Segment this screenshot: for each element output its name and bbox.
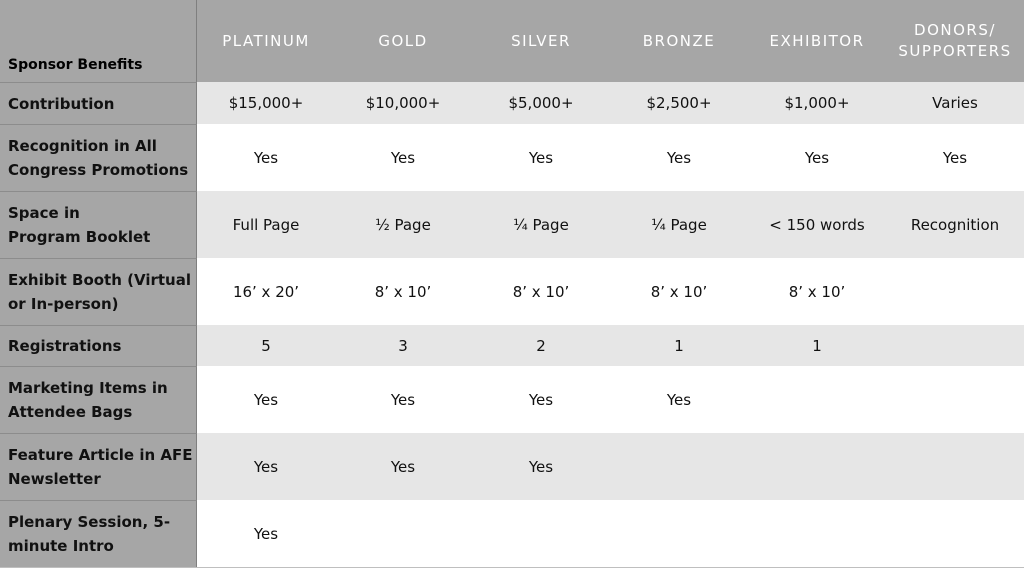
benefit-label: Plenary Session, 5- minute Intro — [8, 513, 171, 555]
row-label-cell — [0, 124, 197, 191]
benefit-value: Yes — [253, 390, 279, 409]
benefit-value: 8’ x 10’ — [788, 282, 846, 301]
benefit-value: ½ Page — [375, 215, 431, 234]
benefit-value: Yes — [253, 457, 279, 476]
benefit-value: $1,000+ — [784, 94, 850, 112]
column-header-1 — [197, 0, 335, 82]
column-header-5 — [748, 0, 886, 82]
row-label-cell — [0, 258, 197, 325]
benefit-value: $5,000+ — [508, 94, 574, 112]
benefit-value: Yes — [253, 148, 279, 167]
benefit-value: 2 — [536, 336, 546, 355]
row-label-cell — [0, 433, 197, 500]
benefit-value: 1 — [674, 336, 684, 355]
benefit-value: Yes — [253, 524, 279, 543]
benefit-value: Yes — [942, 148, 968, 167]
row-label-cell — [0, 82, 197, 124]
benefit-label: Marketing Items in Attendee Bags — [8, 379, 168, 421]
benefit-value: 1 — [812, 336, 822, 355]
benefit-label: Registrations — [8, 337, 122, 355]
benefit-value: Yes — [390, 148, 416, 167]
tier-name: DONORS/ SUPPORTERS — [898, 21, 1012, 60]
benefit-value: 8’ x 10’ — [650, 282, 708, 301]
row-label-cell — [0, 500, 197, 567]
benefit-label: Contribution — [8, 94, 115, 113]
corner-label: Sponsor Benefits — [8, 57, 143, 73]
benefit-value: Yes — [804, 148, 830, 167]
benefit-value: 5 — [261, 336, 271, 355]
benefit-value: Yes — [666, 148, 692, 167]
column-header-3 — [472, 0, 610, 82]
benefit-label: Recognition in All Congress Promotions — [8, 137, 189, 179]
header-corner-cell — [0, 0, 197, 82]
column-header-2 — [334, 0, 472, 82]
benefit-value: Yes — [666, 390, 692, 409]
tier-name: GOLD — [378, 31, 428, 50]
benefit-value: Recognition — [910, 215, 1000, 234]
benefit-label: Space in Program Booklet — [8, 204, 151, 246]
column-header-6 — [886, 0, 1024, 82]
benefit-value: $10,000+ — [365, 94, 441, 112]
table-bottom-border — [0, 567, 1024, 568]
tier-name: EXHIBITOR — [769, 31, 865, 50]
benefit-value: 3 — [398, 336, 408, 355]
benefit-value: 8’ x 10’ — [512, 282, 570, 301]
benefit-value: < 150 words — [769, 215, 865, 234]
benefit-value: Yes — [528, 390, 554, 409]
tier-name: BRONZE — [642, 31, 716, 50]
row-label-cell — [0, 191, 197, 258]
tier-name: SILVER — [511, 31, 571, 50]
column-header-4 — [610, 0, 748, 82]
benefit-value: 16’ x 20’ — [232, 282, 300, 301]
benefit-value: 8’ x 10’ — [374, 282, 432, 301]
row-label-cell — [0, 366, 197, 433]
benefit-value: Yes — [528, 148, 554, 167]
benefit-value: ¼ Page — [513, 215, 569, 234]
benefit-value: $2,500+ — [646, 94, 712, 112]
benefit-label: Feature Article in AFE Newsletter — [8, 446, 193, 488]
benefit-value: Yes — [390, 390, 416, 409]
benefit-label: Exhibit Booth (Virtual or In-person) — [8, 271, 191, 313]
row-label-cell — [0, 325, 197, 366]
benefit-value: Yes — [528, 457, 554, 476]
benefit-value: Varies — [932, 94, 978, 112]
tier-name: PLATINUM — [222, 31, 310, 50]
benefit-value: Full Page — [232, 215, 300, 234]
benefit-value: ¼ Page — [651, 215, 707, 234]
benefit-value: Yes — [390, 457, 416, 476]
benefit-value: $15,000+ — [228, 94, 304, 112]
